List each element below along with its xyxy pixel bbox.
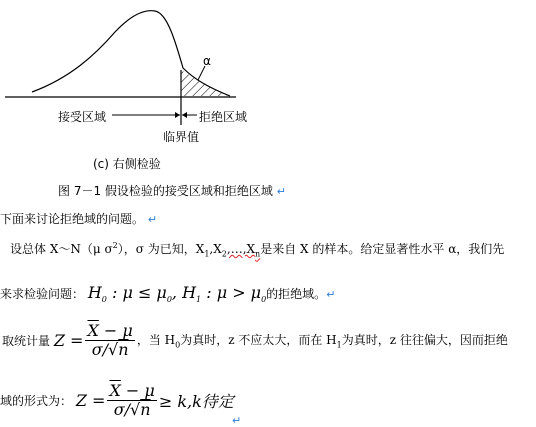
alpha-pointer	[198, 66, 205, 80]
text-line-5	[0, 382, 234, 419]
line-5-part-a: 域的形式为：	[0, 394, 73, 408]
text-line-1	[0, 210, 157, 227]
alpha-label: α	[203, 54, 211, 68]
paragraph-mark: ↵	[276, 185, 286, 198]
line-2-part-b: ），σ 为已知，X	[117, 242, 205, 256]
sub-n: n	[255, 249, 261, 259]
line-2-part-c: ,X	[209, 242, 222, 256]
reject-region-label: 拒绝区域	[199, 110, 248, 124]
text-line-2	[10, 240, 504, 258]
line-2-part-e: 是来自 X 的样本。给定显著性水平 α，我们先	[260, 242, 505, 256]
paragraph-mark: ↵	[147, 213, 158, 226]
rejection-formula: Z =	[75, 391, 106, 410]
paragraph-mark: ↵	[326, 288, 336, 301]
figure-caption	[58, 182, 286, 199]
accept-region-label: 接受区域	[58, 110, 107, 124]
sub-1: 1	[204, 249, 210, 259]
line-4-part-a: 取统计量	[2, 334, 51, 348]
critical-value-label: 临界值	[163, 130, 200, 144]
statistic-fraction: $\frac{\overline{X} - \mu}{\sigma/√n}$	[87, 321, 133, 359]
line-4-part-c: 为真时，z 不应太大，而在 H	[180, 333, 337, 348]
statistic-formula: Z =	[53, 331, 84, 350]
line-3-part-b: 的拒绝域。	[266, 287, 327, 301]
hypothesis-formula: $H_0$ : $\mu \le \mu_0$, $H_1$ : $\mu > \mu_0$	[87, 283, 267, 305]
line-4-part-d: 为真时，z 往往偏大，因而拒绝	[341, 333, 508, 348]
text-line-4: 取统计量 Z = $\frac{\overline{X} - \mu}{\sigma/√n}$ ，当 $H_0$为真时，z 不应太大，而在 $H_1$为真时，z 往往偏大，因而拒绝	[2, 321, 508, 359]
figure-subcaption: (c) 右侧检验	[93, 157, 161, 171]
normal-curve-figure	[0, 0, 536, 150]
rejection-inequality: ≥ k,k待定	[158, 392, 234, 411]
sigma-squared-sup: 2	[112, 241, 118, 250]
rejection-fraction: $\frac{\overline{X} - \mu}{\sigma/√n}$	[109, 381, 155, 419]
paragraph-mark: ↵	[232, 414, 242, 427]
line-1-text: 下面来讨论拒绝域的问题。	[0, 212, 145, 226]
line-3-part-a: 来求检验问题：	[0, 287, 85, 301]
text-line-3	[0, 283, 335, 304]
sub-2: 2	[221, 249, 227, 259]
line-2-part-d: ,…,X	[226, 242, 256, 256]
figure-caption-text: 图 7－1 假设检验的接受区域和拒绝区域	[58, 184, 273, 198]
line-4-part-b: ，当 H	[136, 333, 176, 348]
line-2-part-a: 设总体 X～N（μ σ	[10, 242, 113, 256]
